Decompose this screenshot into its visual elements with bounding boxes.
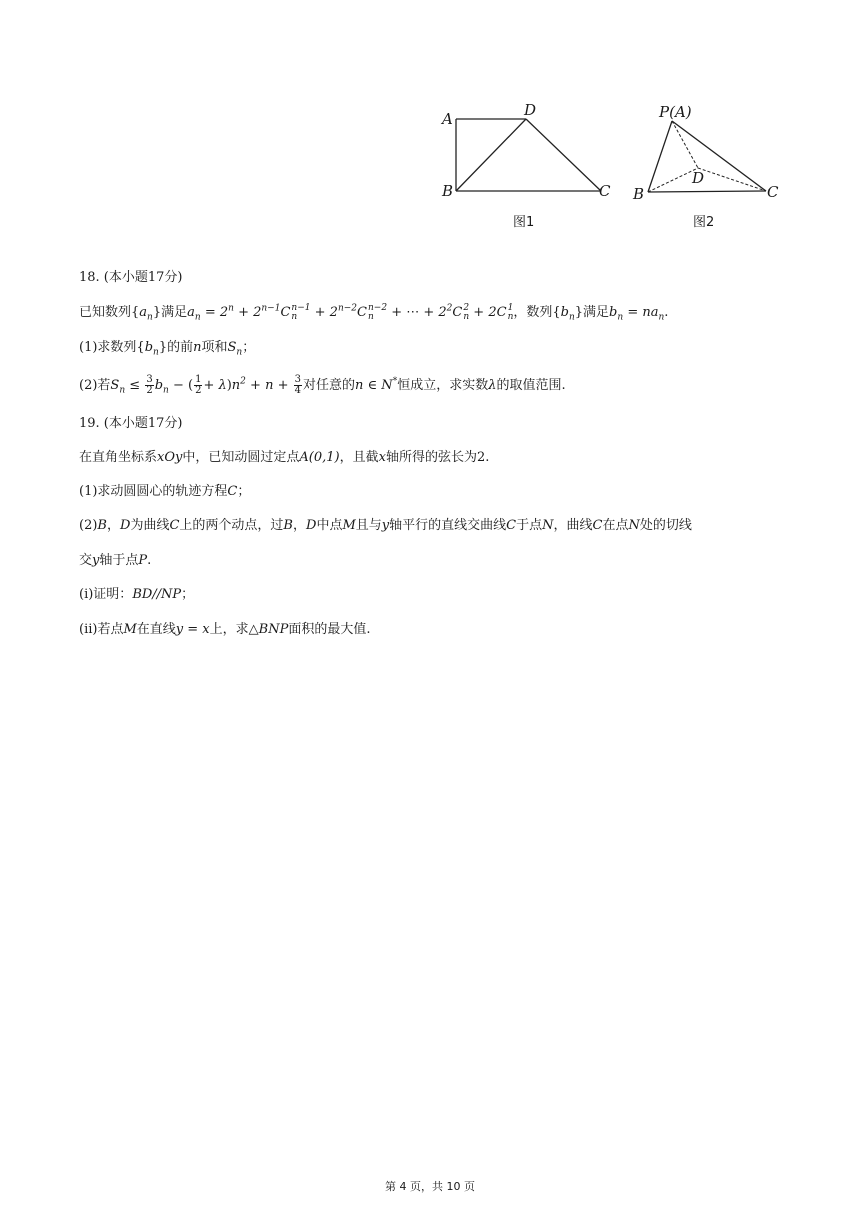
fig2-label-C: C <box>767 183 779 201</box>
fig1-label-A: A <box>442 110 453 128</box>
q19-var-C: C <box>592 518 603 533</box>
q19-var-C: C <box>506 518 517 533</box>
q19-text: 轴所得的弦长为2. <box>385 450 490 465</box>
q18-a-n: $a_n$ <box>139 305 153 323</box>
q19-sub-ii <box>79 620 799 640</box>
q19-part2-text: ， <box>292 518 306 533</box>
figure-diagrams <box>436 98 796 238</box>
q18-text: 已知数列{ <box>79 305 140 320</box>
figure-1 <box>440 101 611 230</box>
fig1-label-B: B <box>442 182 454 200</box>
fig1-label-D: D <box>524 101 537 119</box>
q19-var-B: B <box>97 518 107 533</box>
q19-sub-i-text: ； <box>181 587 195 602</box>
q19-part2-text: (2) <box>79 518 98 533</box>
q19-var-N: N <box>542 518 554 533</box>
q18-part2-domain: n ∈ N* <box>355 376 398 393</box>
q19-var-P: P <box>138 553 148 568</box>
q19-x: x <box>378 450 386 465</box>
fig2-label-B: B <box>633 185 645 203</box>
q19-text: 中，已知动圆过定点 <box>182 450 300 465</box>
q19-part2-text: 且与 <box>355 518 382 533</box>
fig1-label-C: C <box>599 182 611 200</box>
figure-2 <box>632 103 779 230</box>
q19-sub-i-math: BD//NP <box>132 587 182 602</box>
q18-part1 <box>79 338 799 358</box>
q19-var-M: M <box>123 622 137 637</box>
q18-part1-text: }的前 <box>158 340 194 355</box>
q18-statement: 已知数列$\{a_n\}$满足$a_n = 2^n + 2^{n-1}C$ n−1 n + $2^{n-2}C$ n−2 n + ⋯ + $2^2C$ 2 n + 2C 1 n ，数列$\{b_n\}$满足$b_n = na_n$. <box>79 302 669 323</box>
q18-part1-text: ； <box>242 340 256 355</box>
q18-text: }满足 <box>152 305 188 320</box>
geometry-figures <box>436 98 796 238</box>
q19-var-C: C <box>169 518 180 533</box>
q19-part2-text: 中点 <box>316 518 343 533</box>
q19-text: ，且截 <box>339 450 379 465</box>
q19-sub-ii-text: 面积的最大值. <box>288 622 371 637</box>
q19-sub-ii-text: 在直线 <box>136 622 176 637</box>
q19-part2-line2 <box>79 551 799 571</box>
q19-part2-text: 在点 <box>602 518 629 533</box>
q19-part2-text: 轴平行的直线交曲线 <box>389 518 507 533</box>
q19-part2-text: 处的切线 <box>639 518 692 533</box>
page-footer: 第 4 页，共 10 页 <box>385 1180 475 1193</box>
q19-line-eq: y = x <box>175 622 210 637</box>
q19-triangle: BNP <box>258 622 289 637</box>
q19-part2-text: 为曲线 <box>130 518 170 533</box>
q19-var-N: N <box>628 518 640 533</box>
q18-bn-formula: $b_n = na_n$ <box>609 305 665 323</box>
q18-title: 18. (本小题17分) <box>79 270 183 285</box>
q19-part2-text: 交 <box>79 553 93 568</box>
q19-var-D: D <box>306 518 317 533</box>
q18-part1-Sn: $S_n$ <box>227 340 243 358</box>
q18-part2-text: 恒成立，求实数 <box>397 378 489 393</box>
q19-part2-line1 <box>79 516 799 536</box>
q19-part1-C: C <box>227 484 238 499</box>
q19-part2-text: ， <box>106 518 120 533</box>
fig2-label-D: D <box>692 169 705 187</box>
q19-sub-i <box>79 585 799 605</box>
q19-sub-ii-text: (ⅱ)若点 <box>79 622 124 637</box>
q19-part1-text: ； <box>237 484 251 499</box>
q18-part1-text: 项和 <box>201 340 228 355</box>
fig2-caption: 图2 <box>693 215 715 230</box>
q19-sub-ii-text: 上，求△ <box>209 622 259 637</box>
q19-var-y: y <box>381 518 390 533</box>
fig2-label-PA: P(A) <box>659 103 692 121</box>
q18-part2 <box>79 375 799 396</box>
q19-var-B: B <box>283 518 293 533</box>
q19-title: 19. (本小题17分) <box>79 416 183 431</box>
q18-part1-text: (1)求数列{ <box>79 340 145 355</box>
q19-sub-i-text: (ⅰ)证明： <box>79 587 133 602</box>
q19-part2-text: 轴于点 <box>99 553 139 568</box>
q19-var-D: D <box>120 518 131 533</box>
q19-var-M: M <box>342 518 356 533</box>
q19-part2-text: 于点 <box>516 518 543 533</box>
q19-part1 <box>79 482 799 502</box>
fig1-caption: 图1 <box>513 215 535 230</box>
q19-part2-text: 上的两个动点，过 <box>179 518 284 533</box>
q19-var-y: y <box>92 553 100 568</box>
q19-part1-text: (1)求动圆圆心的轨迹方程 <box>79 484 228 499</box>
q18-part2-inequality: $S_n$ ≤ $\frac{3}{2}$ $b_n$ − ( $\frac{1}{2}$ + $\lambda)n^2 + n$ + $\frac{3}{4}$ <box>110 374 302 396</box>
q19-xoy: xOy <box>157 450 183 465</box>
q18-sequence-formula: $a_n = 2^n + 2^{n-1}C$ n−1 n + $2^{n-2}C$ n−2 n + ⋯ + $2^2C$ 2 n + 2C 1 n <box>187 302 514 323</box>
q18-part2-text: 对任意的 <box>303 378 356 393</box>
q19-part2-text: ，曲线 <box>553 518 593 533</box>
q19-statement <box>79 448 799 468</box>
q18-part1-bn: $b_n$ <box>144 340 159 358</box>
q18-text: ，数列{ <box>513 305 561 320</box>
q18-b-n: $b_n$ <box>560 305 575 323</box>
q19-part2-text: . <box>147 553 152 568</box>
q19-point-A: A(0,1) <box>299 450 340 465</box>
q18-part2-text: 的取值范围. <box>496 378 566 393</box>
q18-text: }满足 <box>574 305 610 320</box>
q18-part2-text: (2)若 <box>79 378 111 393</box>
q19-text: 在直角坐标系 <box>79 450 158 465</box>
q18-part2-lambda: λ <box>488 378 497 393</box>
q18-part1-n: n <box>193 340 202 355</box>
